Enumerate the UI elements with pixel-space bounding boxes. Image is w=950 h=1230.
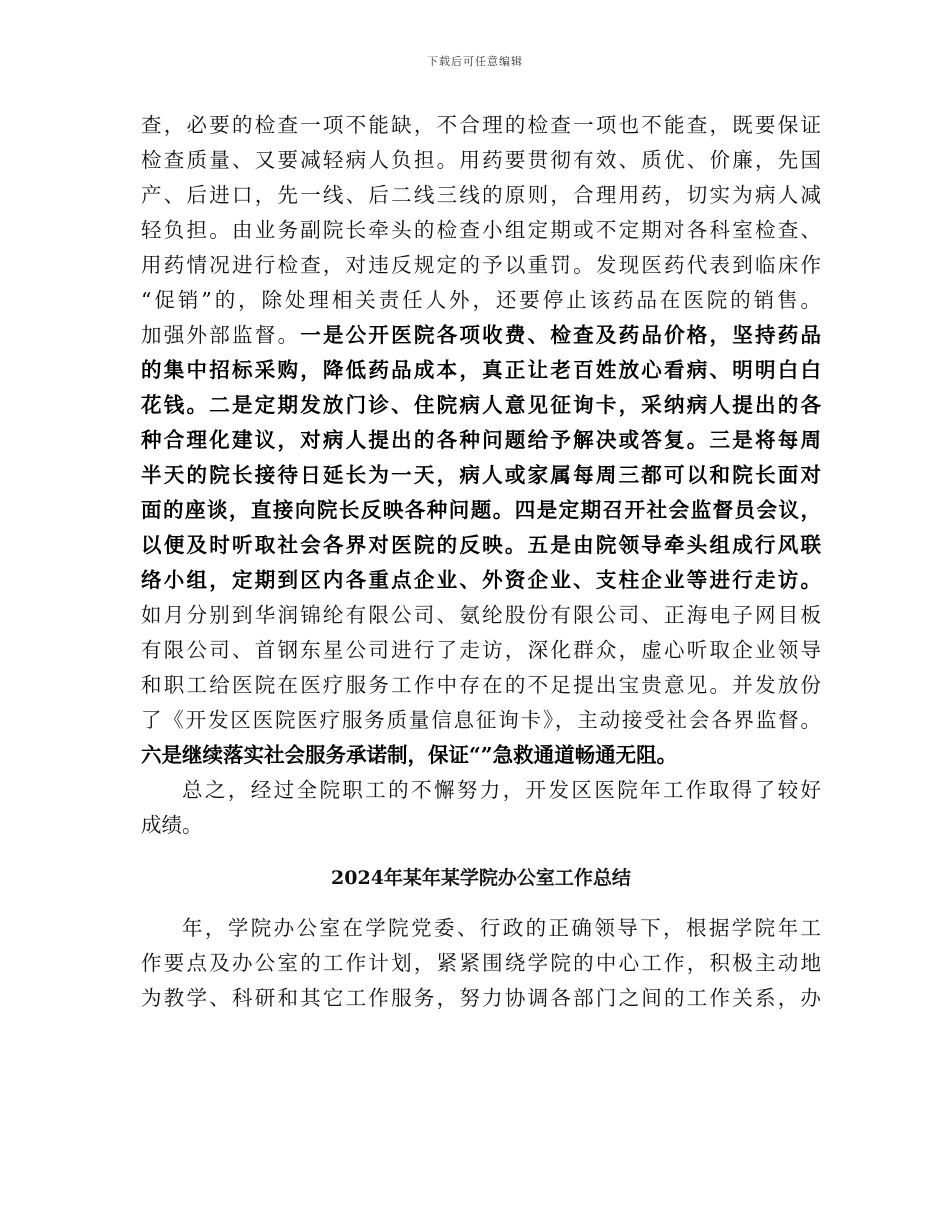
text-line [141,178,821,213]
text-segment: 查，必要的检查一项不能缺，不合理的检查一项也不能查，既要保证 [141,113,821,137]
text-segment: 有限公司、首钢东星公司进行了走访，深化群众，虚心听取企业领导 [141,638,821,662]
text-line: 成绩。 [141,813,203,837]
text-line [141,388,821,423]
text-line [141,143,821,178]
text-line [141,283,821,318]
bold-text-segment: 半天的院长接待日延长为一天，病人或家属每周三都可以和院长面对 [141,463,821,487]
text-segment: 产、后进口，先一线、后二线三线的原则，合理用药，切实为病人减 [141,183,821,207]
bold-text-segment: 一是公开医院各项收费、检查及药品价格，坚持药品 [300,323,821,347]
text-line: 年，学院办公室在学院党委、行政的正确领导下，根据学院年工 [182,916,821,940]
text-line [141,598,821,633]
bold-text-segment: 络小组，定期到区内各重点企业、外资企业、支柱企业等进行走访。 [141,568,821,592]
text-segment: 轻负担。由业务副院长牵头的检查小组定期或不定期对各科室检查、 [141,218,821,242]
text-segment: 加强外部监督。 [141,323,301,347]
bold-text-segment: 面的座谈，直接向院长反映各种问题。四是定期召开社会监督员会议， [141,498,821,522]
text-segment: 检查质量、又要减轻病人负担。用药要贯彻有效、质优、价廉，先国 [141,148,821,172]
text-line [141,668,821,703]
text-line [141,423,821,458]
text-segment: 用药情况进行检查，对违反规定的予以重罚。发现医药代表到临床作 [141,253,821,277]
text-line [141,493,821,528]
text-segment: 了《开发区医院医疗服务质量信息征询卡》，主动接受社会各界监督。 [141,708,821,732]
bold-text-segment: 花钱。二是定期发放门诊、住院病人意见征询卡，采纳病人提出的各 [141,393,821,417]
text-segment: 和职工给医院在医疗服务工作中存在的不足提出宝贵意见。并发放份 [141,673,821,697]
text-segment: 如月分别到华润锦纶有限公司、氨纶股份有限公司、正海电子网目板 [141,603,821,627]
bold-text-segment: 六是继续落实社会服务承诺制，保证“”急救通道畅通无阻。 [141,743,678,767]
text-line [141,563,821,598]
text-line: 作要点及办公室的工作计划，紧紧围绕学院的中心工作，积极主动地 [141,951,821,975]
text-line [141,703,821,738]
text-line [141,353,821,388]
text-line [141,248,821,283]
text-line [141,318,821,353]
section-hospital-supervision [141,108,821,773]
section-conclusion [141,773,821,843]
bold-text-segment: 以便及时听取社会各界对医院的反映。五是由院领导牵头组成行风联 [141,533,821,557]
text-line [141,738,821,773]
text-line [141,633,821,668]
text-line [141,213,821,248]
text-line: 总之，经过全院职工的不懈努力，开发区医院年工作取得了较好 [182,778,821,802]
document-body [141,108,821,1016]
section-office-summary [141,911,821,1016]
document-title: 2024年某年某学院办公室工作总结 [331,867,631,889]
bold-text-segment: 种合理化建议，对病人提出的各种问题给予解决或答复。三是将每周 [141,428,821,452]
text-line [141,528,821,563]
page-header: 下载后可任意编辑 [427,55,523,68]
text-line: 为教学、科研和其它工作服务，努力协调各部门之间的工作关系，办 [141,986,821,1010]
bold-text-segment: 的集中招标采购，降低药品成本，真正让老百姓放心看病、明明白白 [141,358,821,382]
text-segment: “促销”的，除处理相关责任人外，还要停止该药品在医院的销售。 [141,288,821,312]
text-line [141,458,821,493]
text-line [141,108,821,143]
